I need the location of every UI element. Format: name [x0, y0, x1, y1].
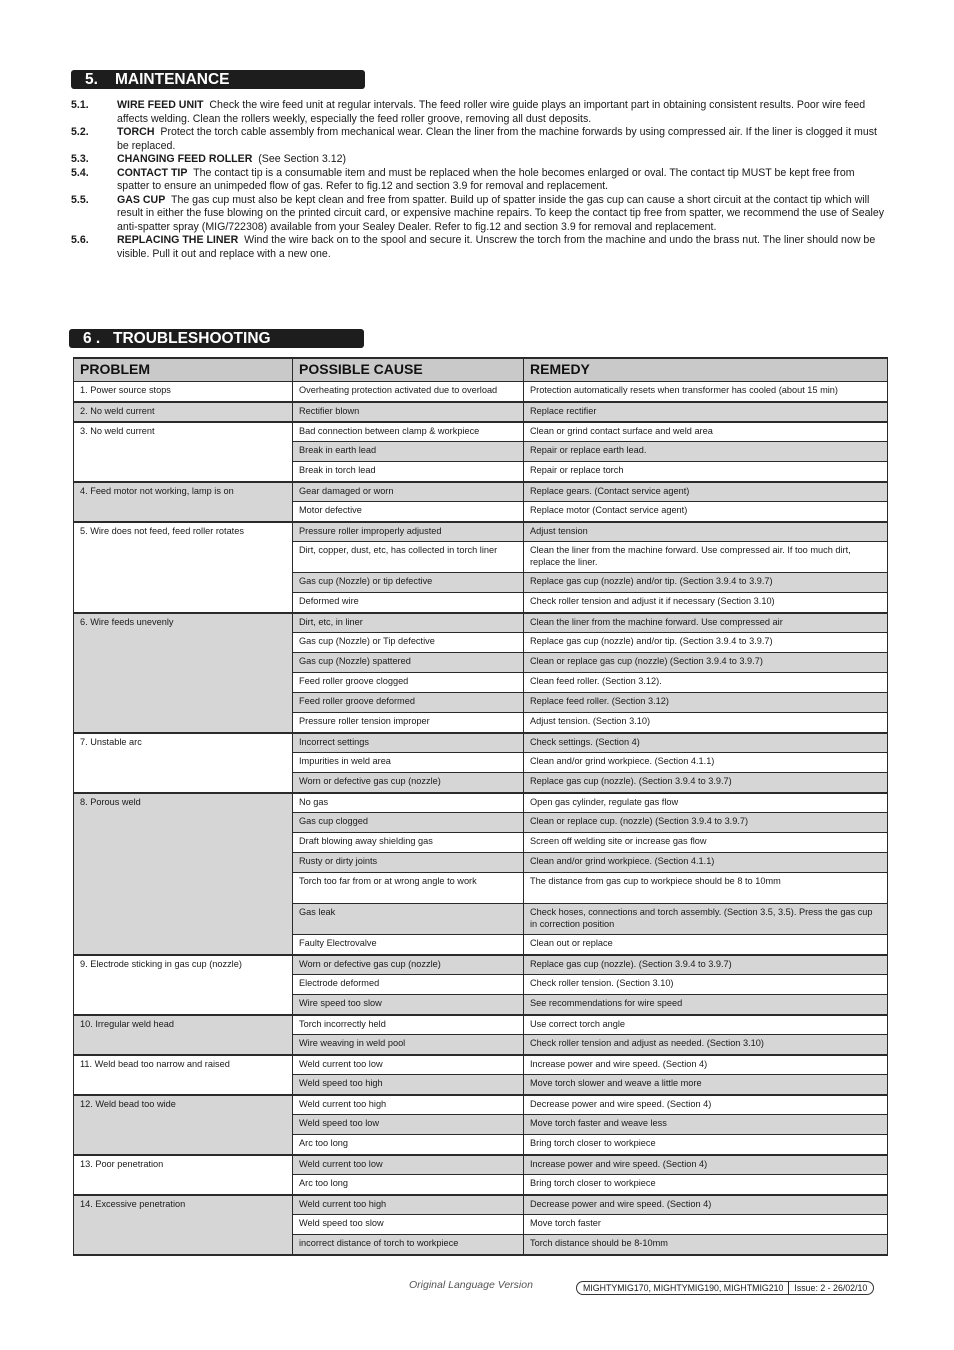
- maintenance-item-title: GAS CUP: [117, 193, 166, 206]
- problem-cell: 2. No weld current: [74, 402, 293, 422]
- remedy-cell: Replace rectifier: [524, 402, 888, 422]
- remedy-cell: Clean or replace cup. (nozzle) (Section 3.9.4 to 3.9.7): [524, 813, 888, 833]
- remedy-cell: Replace motor (Contact service agent): [524, 502, 888, 522]
- cause-cell: Dirt, etc, in liner: [293, 613, 524, 633]
- maintenance-heading: [71, 70, 365, 89]
- table-header-row: [74, 358, 888, 382]
- table-row: [74, 1155, 888, 1175]
- problem-cell: 8. Porous weld: [74, 793, 293, 955]
- cause-cell: Gas cup clogged: [293, 813, 524, 833]
- table-row: [74, 955, 888, 975]
- maintenance-item-title: CONTACT TIP: [117, 166, 188, 179]
- remedy-cell: Check hoses, connections and torch assembly. (Section 3.5, 3.5). Press the gas cup in correction position: [524, 904, 888, 935]
- remedy-cell: Replace gears. (Contact service agent): [524, 482, 888, 502]
- troubleshooting-table: [73, 357, 888, 1256]
- remedy-cell: Bring torch closer to workpiece: [524, 1135, 888, 1155]
- cause-cell: Dirt, copper, dust, etc, has collected in torch liner: [293, 542, 524, 573]
- remedy-cell: Replace gas cup (nozzle). (Section 3.9.4 to 3.9.7): [524, 955, 888, 975]
- remedy-cell: Adjust tension: [524, 522, 888, 542]
- cause-cell: No gas: [293, 793, 524, 813]
- remedy-cell: Clean and/or grind workpiece. (Section 4.1.1): [524, 853, 888, 873]
- cause-cell: Weld current too high: [293, 1195, 524, 1215]
- maintenance-list: [71, 99, 886, 261]
- maintenance-item-number: 5.4.: [71, 166, 89, 179]
- remedy-cell: Check roller tension and adjust as needed. (Section 3.10): [524, 1035, 888, 1055]
- remedy-cell: Move torch faster: [524, 1215, 888, 1235]
- cause-cell: Bad connection between clamp & workpiece: [293, 422, 524, 442]
- table-row: [74, 733, 888, 753]
- remedy-cell: See recommendations for wire speed: [524, 995, 888, 1015]
- table-row: [74, 613, 888, 633]
- table-row: [74, 402, 888, 422]
- maintenance-item-number: 5.3.: [71, 153, 89, 165]
- maintenance-item-text: The gas cup must also be kept clean and free from spatter. Build up of spatter inside the gas cup can cause a short circuit at the contact tip which will result in either the fuse blowing on the printed circuit card, or expensive machine repairs. To keep the contact tip free from spatter, we recommend the use of Sealey anti-spatter spray (MIG/722308) available from your Sealey Dealer. Refer to fig.12 and section 3.9 for removal and replacement.: [117, 193, 885, 233]
- problem-cell: 11. Weld bead too narrow and raised: [74, 1055, 293, 1095]
- cause-cell: Arc too long: [293, 1175, 524, 1195]
- footer-issue: Issue: 2 - 26/02/10: [794, 1283, 868, 1293]
- cause-cell: Break in torch lead: [293, 462, 524, 482]
- table-row: [74, 522, 888, 542]
- remedy-cell: Increase power and wire speed. (Section 4): [524, 1155, 888, 1175]
- footer-version: Original Language Version: [409, 1279, 533, 1291]
- problem-cell: 9. Electrode sticking in gas cup (nozzle): [74, 955, 293, 1015]
- troubleshooting-title: TROUBLESHOOTING: [113, 330, 271, 347]
- remedy-cell: Clean feed roller. (Section 3.12).: [524, 673, 888, 693]
- footer-separator: [788, 1282, 789, 1294]
- table-row: [74, 482, 888, 502]
- cause-cell: Weld current too low: [293, 1055, 524, 1075]
- problem-cell: 1. Power source stops: [74, 382, 293, 402]
- maintenance-item: [71, 126, 886, 153]
- cause-cell: Wire speed too slow: [293, 995, 524, 1015]
- cause-cell: Weld speed too slow: [293, 1215, 524, 1235]
- maintenance-item-text: The contact tip is a consumable item and must be replaced when the hole becomes enlarged or oval. The contact tip MUST be kept free from spatter to ensure an unimpeded flow of gas. Refer to fig.12 and section 3.9 for removal and replacement.: [117, 166, 855, 192]
- maintenance-item-title: REPLACING THE LINER: [117, 234, 239, 246]
- maintenance-item: [71, 234, 886, 261]
- remedy-cell: Check settings. (Section 4): [524, 733, 888, 753]
- problem-cell: 12. Weld bead too wide: [74, 1095, 293, 1155]
- problem-cell: 14. Excessive penetration: [74, 1195, 293, 1255]
- cause-cell: Motor defective: [293, 502, 524, 522]
- remedy-cell: Move torch faster and weave less: [524, 1115, 888, 1135]
- cause-cell: Feed roller groove clogged: [293, 673, 524, 693]
- remedy-cell: Open gas cylinder, regulate gas flow: [524, 793, 888, 813]
- table-row: [74, 1195, 888, 1215]
- maintenance-item-text: Wind the wire back on to the spool and secure it. Unscrew the torch from the machine and undo the brass nut. The liner should now be visible. Pull it out and replace with a new one.: [117, 234, 876, 260]
- cause-cell: Pressure roller improperly adjusted: [293, 522, 524, 542]
- cause-cell: Gas leak: [293, 904, 524, 935]
- maintenance-item: [71, 194, 886, 235]
- maintenance-item-title: TORCH: [117, 126, 155, 138]
- cause-cell: Torch too far from or at wrong angle to work: [293, 873, 524, 904]
- problem-cell: 3. No weld current: [74, 422, 293, 482]
- remedy-cell: Clean the liner from the machine forward. Use compressed air: [524, 613, 888, 633]
- maintenance-item-text: Protect the torch cable assembly from mechanical wear. Clean the liner from the machine forwards by using compressed air. If the liner is clogged it must be replaced.: [117, 126, 877, 152]
- maintenance-item-number: 5.1.: [71, 99, 89, 111]
- cause-cell: Weld current too low: [293, 1155, 524, 1175]
- remedy-cell: Check roller tension. (Section 3.10): [524, 975, 888, 995]
- remedy-cell: Protection automatically resets when transformer has cooled (about 15 min): [524, 382, 888, 402]
- header-possible-cause: POSSIBLE CAUSE: [293, 358, 524, 382]
- table-row: [74, 422, 888, 442]
- remedy-cell: Clean or replace gas cup (nozzle) (Section 3.9.4 to 3.9.7): [524, 653, 888, 673]
- troubleshooting-number: 6 .: [83, 330, 101, 347]
- remedy-cell: Replace gas cup (nozzle) and/or tip. (Section 3.9.4 to 3.9.7): [524, 573, 888, 593]
- header-problem: PROBLEM: [74, 358, 293, 382]
- maintenance-item-text: Check the wire feed unit at regular intervals. The feed roller wire guide plays an important part in obtaining consistent results. Poor wire feed affects welding. Clean the rollers weekly, especially the feed roller groove, removing all dust deposits.: [117, 99, 866, 125]
- remedy-cell: Clean and/or grind workpiece. (Section 4.1.1): [524, 753, 888, 773]
- cause-cell: Break in earth lead: [293, 442, 524, 462]
- cause-cell: Worn or defective gas cup (nozzle): [293, 773, 524, 793]
- remedy-cell: Replace gas cup (nozzle) and/or tip. (Section 3.9.4 to 3.9.7): [524, 633, 888, 653]
- maintenance-item: [71, 167, 886, 194]
- cause-cell: Weld current too high: [293, 1095, 524, 1115]
- cause-cell: Overheating protection activated due to overload: [293, 382, 524, 402]
- problem-cell: 13. Poor penetration: [74, 1155, 293, 1195]
- problem-cell: 5. Wire does not feed, feed roller rotates: [74, 522, 293, 613]
- table-row: [74, 1095, 888, 1115]
- remedy-cell: Check roller tension and adjust it if necessary (Section 3.10): [524, 593, 888, 613]
- problem-cell: 6. Wire feeds unevenly: [74, 613, 293, 733]
- cause-cell: Weld speed too high: [293, 1075, 524, 1095]
- remedy-cell: Clean out or replace: [524, 935, 888, 955]
- remedy-cell: Decrease power and wire speed. (Section 4): [524, 1195, 888, 1215]
- table-row: [74, 1055, 888, 1075]
- cause-cell: Arc too long: [293, 1135, 524, 1155]
- problem-cell: 4. Feed motor not working, lamp is on: [74, 482, 293, 522]
- header-remedy: REMEDY: [524, 358, 888, 382]
- cause-cell: Rectifier blown: [293, 402, 524, 422]
- remedy-cell: Repair or replace torch: [524, 462, 888, 482]
- remedy-cell: Clean the liner from the machine forward. Use compressed air. If too much dirt, replace the liner.: [524, 542, 888, 573]
- cause-cell: Feed roller groove deformed: [293, 693, 524, 713]
- cause-cell: Torch incorrectly held: [293, 1015, 524, 1035]
- remedy-cell: Replace gas cup (nozzle). (Section 3.9.4 to 3.9.7): [524, 773, 888, 793]
- remedy-cell: Screen off welding site or increase gas flow: [524, 833, 888, 853]
- remedy-cell: Repair or replace earth lead.: [524, 442, 888, 462]
- maintenance-item-number: 5.2.: [71, 126, 89, 138]
- troubleshooting-body: [74, 382, 888, 1255]
- cause-cell: Weld speed too low: [293, 1115, 524, 1135]
- maintenance-item-title: CHANGING FEED ROLLER: [117, 153, 253, 165]
- cause-cell: Gas cup (Nozzle) or Tip defective: [293, 633, 524, 653]
- problem-cell: 7. Unstable arc: [74, 733, 293, 793]
- footer-model-box: [576, 1281, 874, 1295]
- remedy-cell: Increase power and wire speed. (Section 4): [524, 1055, 888, 1075]
- footer-models: MIGHTYMIG170, MIGHTYMIG190, MIGHTMIG210: [583, 1283, 784, 1293]
- remedy-cell: Bring torch closer to workpiece: [524, 1175, 888, 1195]
- maintenance-number: 5.: [85, 71, 98, 88]
- maintenance-item-title: WIRE FEED UNIT: [117, 99, 204, 111]
- remedy-cell: Replace feed roller. (Section 3.12): [524, 693, 888, 713]
- maintenance-item-text: (See Section 3.12): [258, 153, 347, 165]
- cause-cell: Worn or defective gas cup (nozzle): [293, 955, 524, 975]
- cause-cell: Gear damaged or worn: [293, 482, 524, 502]
- maintenance-item-number: 5.5.: [71, 193, 89, 206]
- cause-cell: Incorrect settings: [293, 733, 524, 753]
- cause-cell: Impurities in weld area: [293, 753, 524, 773]
- cause-cell: incorrect distance of torch to workpiece: [293, 1235, 524, 1255]
- table-row: [74, 382, 888, 402]
- cause-cell: Faulty Electrovalve: [293, 935, 524, 955]
- remedy-cell: Adjust tension. (Section 3.10): [524, 713, 888, 733]
- cause-cell: Deformed wire: [293, 593, 524, 613]
- remedy-cell: Clean or grind contact surface and weld area: [524, 422, 888, 442]
- cause-cell: Pressure roller tension improper: [293, 713, 524, 733]
- maintenance-item: [71, 153, 886, 167]
- cause-cell: Rusty or dirty joints: [293, 853, 524, 873]
- cause-cell: Gas cup (Nozzle) or tip defective: [293, 573, 524, 593]
- remedy-cell: The distance from gas cup to workpiece should be 8 to 10mm: [524, 873, 888, 904]
- cause-cell: Gas cup (Nozzle) spattered: [293, 653, 524, 673]
- troubleshooting-heading: [69, 329, 364, 348]
- remedy-cell: Torch distance should be 8-10mm: [524, 1235, 888, 1255]
- cause-cell: Electrode deformed: [293, 975, 524, 995]
- cause-cell: Wire weaving in weld pool: [293, 1035, 524, 1055]
- maintenance-item: [71, 99, 886, 126]
- maintenance-item-number: 5.6.: [71, 234, 89, 246]
- cause-cell: Draft blowing away shielding gas: [293, 833, 524, 853]
- remedy-cell: Decrease power and wire speed. (Section 4): [524, 1095, 888, 1115]
- problem-cell: 10. Irregular weld head: [74, 1015, 293, 1055]
- table-row: [74, 1015, 888, 1035]
- maintenance-title: MAINTENANCE: [115, 71, 230, 88]
- table-row: [74, 793, 888, 813]
- remedy-cell: Use correct torch angle: [524, 1015, 888, 1035]
- remedy-cell: Move torch slower and weave a little more: [524, 1075, 888, 1095]
